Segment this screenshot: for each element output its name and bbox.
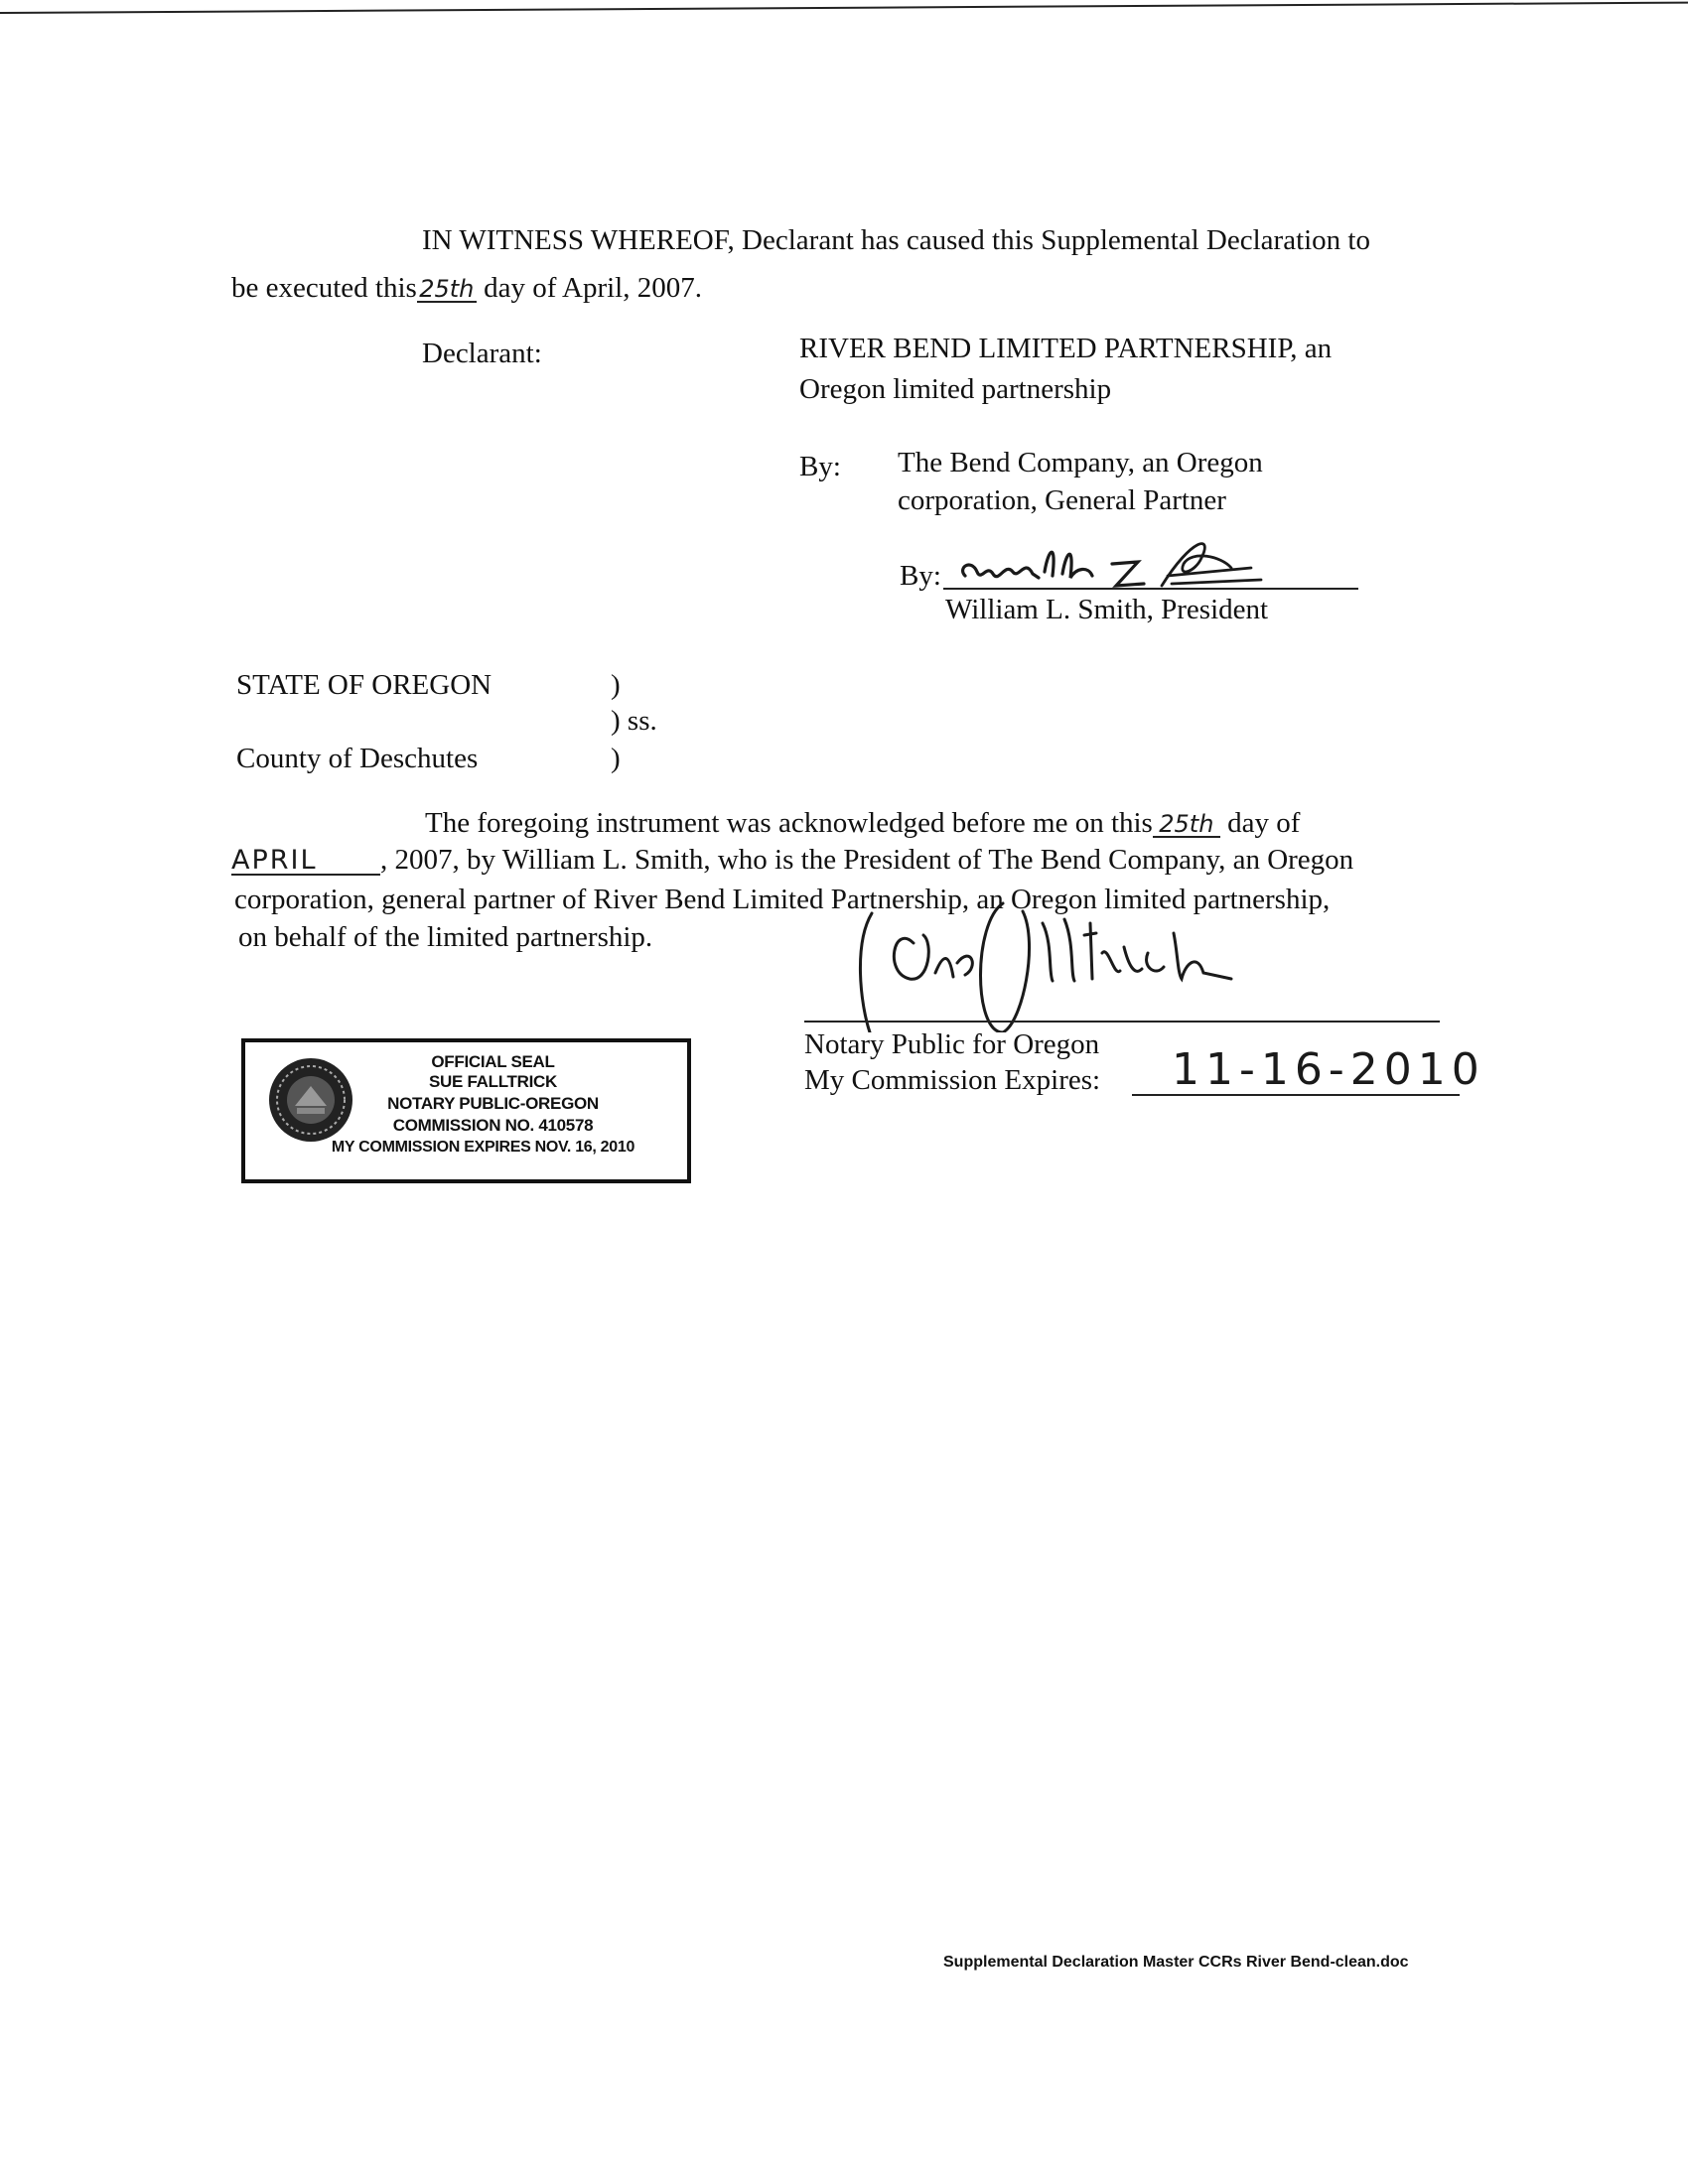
notary-expires-handwritten: 11-16-2010 bbox=[1172, 1044, 1485, 1095]
general-partner-line-1: The Bend Company, an Oregon bbox=[898, 447, 1263, 478]
by-label-signature: By: bbox=[900, 560, 941, 592]
ack-line-2 bbox=[231, 846, 1353, 876]
declarant-label: Declarant: bbox=[422, 338, 542, 369]
venue-state: STATE OF OREGON bbox=[236, 669, 492, 701]
notary-expires-label: My Commission Expires: bbox=[804, 1064, 1101, 1096]
witness-line-2 bbox=[231, 274, 702, 303]
ack-line-2-rest: , 2007, by William L. Smith, who is the President of The Bend Company, an Oregon bbox=[380, 844, 1354, 876]
by-label-partner: By: bbox=[799, 451, 841, 482]
president-signature-image bbox=[953, 528, 1331, 598]
footer-filename: Supplemental Declaration Master CCRs River Bend-clean.doc bbox=[943, 1954, 1409, 1971]
witness-prefix: be executed this bbox=[231, 272, 417, 304]
venue-ss: ) ss. bbox=[611, 705, 657, 737]
declarant-entity-line-1: RIVER BEND LIMITED PARTNERSHIP, an bbox=[799, 333, 1333, 364]
notary-signature-image bbox=[854, 884, 1321, 1032]
signer-name-title: William L. Smith, President bbox=[945, 594, 1269, 625]
ack-line-4: on behalf of the limited partnership. bbox=[238, 921, 653, 953]
witness-suffix: day of April, 2007. bbox=[484, 272, 702, 304]
witness-day-handwritten: 25th bbox=[417, 277, 477, 303]
seal-line-5: MY COMMISSION EXPIRES NOV. 16, 2010 bbox=[331, 1139, 635, 1156]
venue-paren-top: ) bbox=[611, 669, 621, 701]
ack-line-1-suffix: day of bbox=[1227, 807, 1301, 839]
witness-line-1: IN WITNESS WHEREOF, Declarant has caused this Supplemental Declaration to bbox=[422, 224, 1370, 256]
venue-paren-bottom: ) bbox=[611, 743, 621, 774]
seal-line-4: COMMISSION NO. 410578 bbox=[392, 1116, 594, 1135]
notary-title: Notary Public for Oregon bbox=[804, 1028, 1100, 1060]
official-seal-stamp bbox=[241, 1038, 691, 1183]
ack-day-handwritten: 25th bbox=[1153, 812, 1220, 838]
seal-line-2: SUE FALLTRICK bbox=[429, 1072, 557, 1091]
ack-line-3: corporation, general partner of River Bend Limited Partnership, an Oregon limited partnership, bbox=[234, 884, 1331, 915]
seal-line-1: OFFICIAL SEAL bbox=[431, 1052, 555, 1071]
declarant-entity-line-2: Oregon limited partnership bbox=[799, 373, 1112, 405]
top-rule bbox=[0, 2, 1688, 14]
seal-line-3: NOTARY PUBLIC-OREGON bbox=[387, 1094, 599, 1113]
venue-county: County of Deschutes bbox=[236, 743, 479, 774]
ack-month-handwritten: APRIL bbox=[231, 847, 380, 876]
ack-line-1 bbox=[425, 809, 1300, 838]
general-partner-line-2: corporation, General Partner bbox=[898, 484, 1226, 516]
notary-signature-line bbox=[804, 1021, 1440, 1023]
ack-line-1-prefix: The foregoing instrument was acknowledged before me on this bbox=[425, 807, 1153, 839]
